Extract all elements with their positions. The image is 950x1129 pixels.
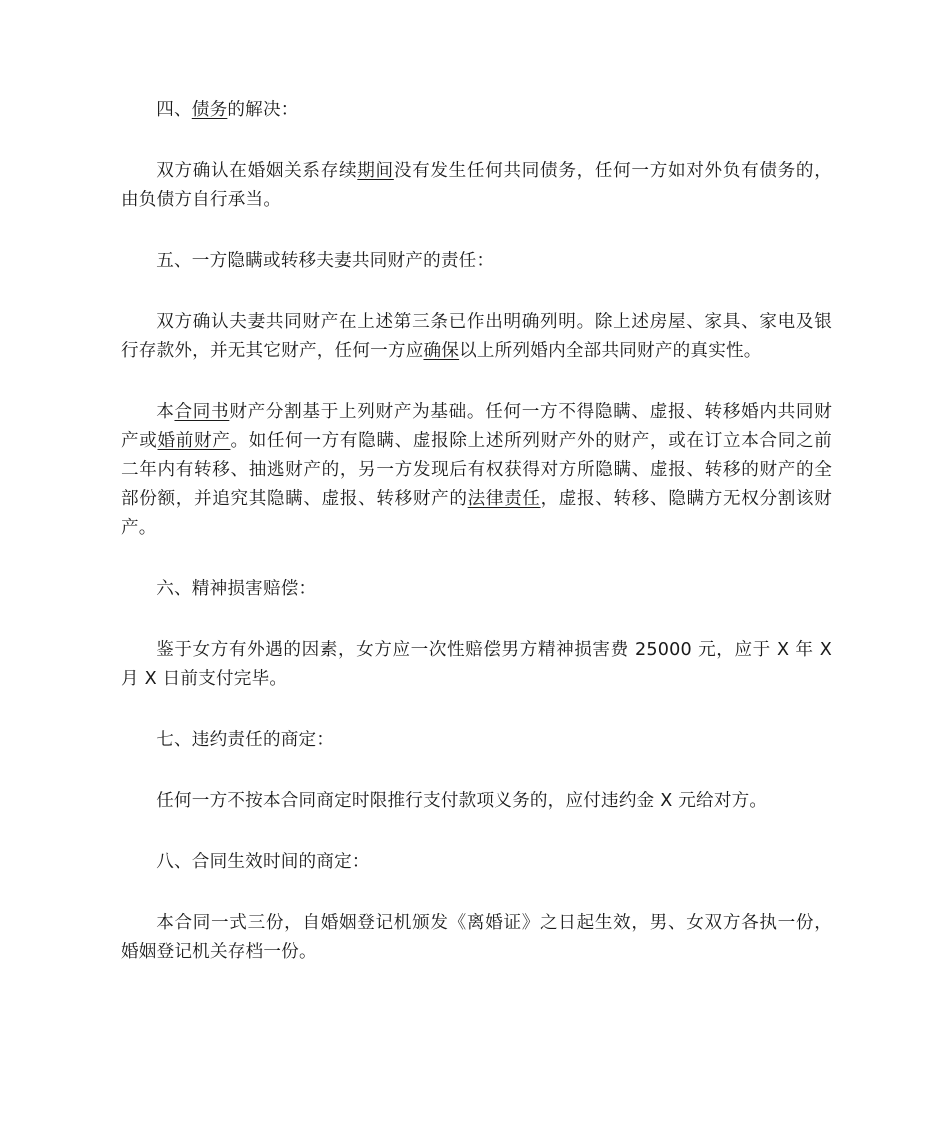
link-contract[interactable]: 合同书 [174,402,230,422]
paragraph-text: 财产分割基于上列财产为基础。任何一方不得隐瞒、虚报、转移婚内共同财产或 [121,402,832,451]
paragraph-text: 本 [156,402,175,422]
paragraph-compensation: 鉴于女方有外遇的因素，女方应一次性赔偿男方精神损害费 25000 元，应于 X 年 X 月 X 日前支付完毕。 [121,640,832,689]
paragraph-text: 没有发生任何共同债务，任何一方如对外负有债务的，由负债方自行承当。 [121,161,832,210]
document-page [121,96,832,967]
section-heading-compensation: 六、精神损害赔偿： [156,579,317,599]
paragraph-common-property [121,308,832,366]
link-premarital-property[interactable]: 婚前财产 [157,431,231,451]
link-legal-liability[interactable]: 法律责任 [467,489,541,509]
paragraph-text: ，虚报、转移、隐瞒方无权分割该财产。 [121,489,832,538]
section-heading-concealment: 五、一方隐瞒或转移夫妻共同财产的责任： [156,251,495,271]
section-heading-effective: 八、合同生效时间的商定： [156,852,370,872]
heading-text: 四、 [156,100,192,120]
link-ensure[interactable]: 确保 [423,341,460,361]
paragraph-text: 双方确认在婚姻关系存续 [156,161,358,181]
paragraph-text: 以上所列婚内全部共同财产的真实性。 [459,341,762,361]
section-heading-breach: 七、违约责任的商定： [156,730,335,750]
heading-text: 的解决： [227,100,299,120]
paragraph-debt [121,157,832,215]
paragraph-text: 。如任何一方有隐瞒、虚报除上述所列财产外的财产，或在订立本合同之前二年内有转移、抽逃财产的，另一方发现后有权获得对方所隐瞒、虚报、转移的财产的全部份额，并追究其隐瞒、虚报、转移财产的 [121,431,832,509]
link-period[interactable]: 期间 [357,161,394,181]
section-heading-debt [121,96,832,125]
paragraph-effective: 本合同一式三份，自婚姻登记机颁发《离婚证》之日起生效，男、女双方各执一份，婚姻登记机关存档一份。 [121,913,832,962]
link-debt[interactable]: 债务 [191,100,228,120]
paragraph-property-division [121,398,832,543]
paragraph-breach: 任何一方不按本合同商定时限推行支付款项义务的，应付违约金 X 元给对方。 [156,791,768,811]
paragraph-text: 双方确认夫妻共同财产在上述第三条已作出明确列明。除上述房屋、家具、家电及银行存款外，并无其它财产，任何一方应 [121,312,832,361]
